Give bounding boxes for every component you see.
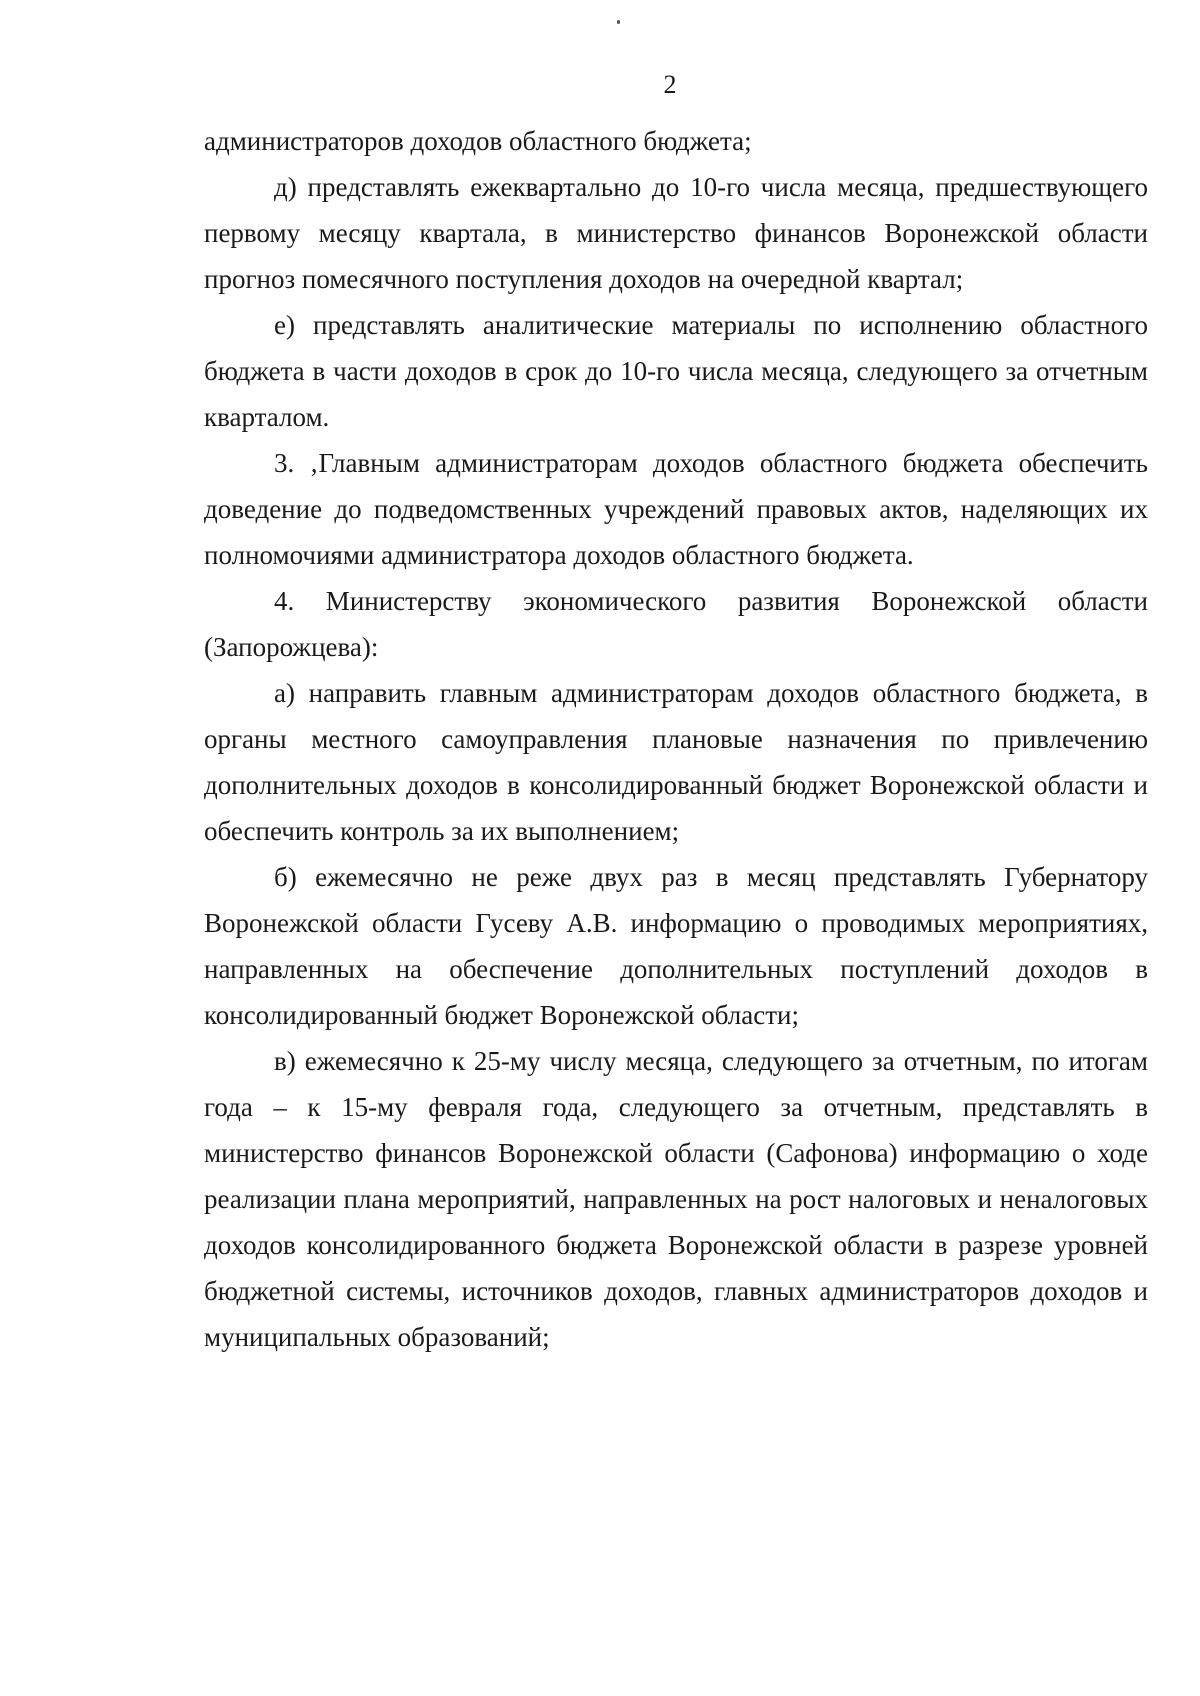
paragraph-item-a: а) направить главным администраторам доходов областного бюджета, в органы местного самоуправления плановые назначения по привлечению дополнительных доходов в консолидированный бюджет Воронежской области и обеспечить контроль за их выполнением; xyxy=(204,678,1148,846)
page-number: 2 xyxy=(663,70,677,99)
paragraph-item-v: в) ежемесячно к 25-му числу месяца, следующего за отчетным, по итогам года – к 15-му февраля года, следующего за отчетным, представлять в министерство финансов Воронежской области (Сафонова) информацию о ходе реализации плана мероприятий, направленных на рост налоговых и неналоговых доходов консолидированного бюджета Воронежской области в разрезе уровней бюджетной системы, источников доходов, главных администраторов доходов и муниципальных образований; xyxy=(204,1046,1148,1352)
paragraph-section-3: 3. ‚Главным администраторам доходов областного бюджета обеспечить доведение до подведомственных учреждений правовых актов, наделяющих их полномочиями администратора доходов областного бюджета. xyxy=(204,448,1148,570)
paragraph-item-b: б) ежемесячно не реже двух раз в месяц представлять Губернатору Воронежской области Гусеву А.В. информацию о проводимых мероприятиях, направленных на обеспечение дополнительных поступлений доходов в консолидированный бюджет Воронежской области; xyxy=(204,862,1148,1030)
document-body xyxy=(204,118,1148,1360)
paragraph-item-d: д) представлять ежеквартально до 10-го числа месяца, предшествующего первому месяцу квартала, в министерство финансов Воронежской области прогноз помесячного поступления доходов на очередной квартал; xyxy=(204,172,1148,294)
paragraph-continuation: администраторов доходов областного бюджета; xyxy=(204,126,752,156)
paragraph-item-e: е) представлять аналитические материалы по исполнению областного бюджета в части доходов в срок до 10-го числа месяца, следующего за отчетным кварталом. xyxy=(204,310,1148,432)
scan-mark xyxy=(617,20,620,24)
paragraph-section-4: 4. Министерству экономического развития Воронежской области (Запорожцева): xyxy=(204,586,1148,662)
